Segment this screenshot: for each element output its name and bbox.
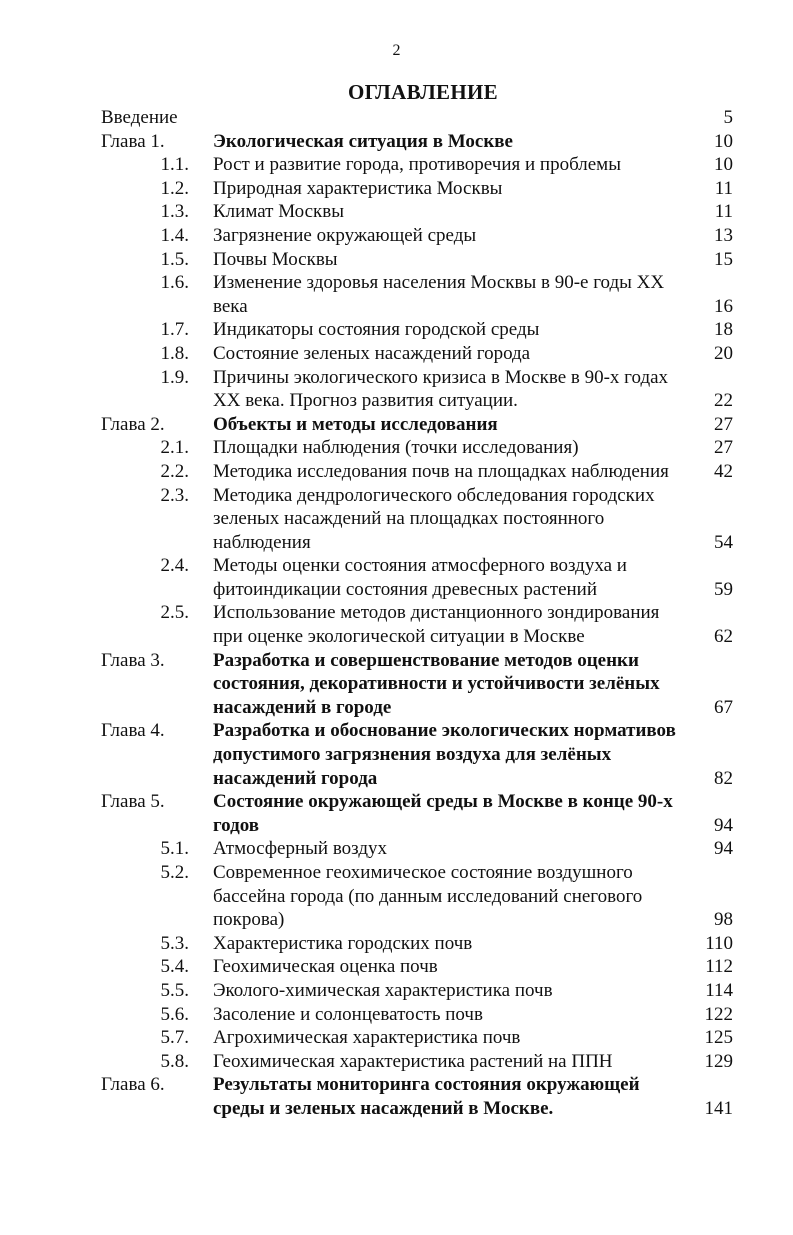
section-number: 5.4. [160,956,189,978]
entry-title: Рост и развитие города, противоречия и проблемы [213,154,621,176]
section-number: 1.8. [160,342,189,364]
entry-title: Климат Москвы [213,201,345,223]
chapter-number: Глава 3. [101,649,165,671]
toc-entry [0,554,793,601]
section-number: 1.1. [160,154,189,176]
toc-entry [0,1026,793,1050]
entry-title: Атмосферный воздух [213,838,388,860]
page-ref: 18 [714,319,733,341]
toc-entry [0,955,793,979]
section-number: 2.3. [160,484,189,506]
section-number: 5.3. [160,932,189,954]
toc-entry [0,979,793,1003]
section-number: 5.8. [160,1050,189,1072]
section-number: 5.6. [160,1003,189,1025]
section-number: 1.4. [160,224,189,246]
page-ref: 82 [714,767,733,789]
toc-entry [0,649,793,720]
chapter-number: Глава 1. [101,130,165,152]
toc-title: ОГЛАВЛЕНИЕ [348,80,498,104]
page-ref: 5 [723,107,733,128]
entry-title: Изменение здоровья населения Москвы в 90-е годы XX века [213,272,665,317]
chapter-number: Глава 2. [101,413,165,435]
toc-entry [0,106,793,130]
page-ref: 98 [714,909,733,931]
toc-entry [0,484,793,555]
page-ref: 125 [704,1027,733,1049]
chapter-title: Объекты и методы исследования [213,413,498,435]
chapter-title: Экологическая ситуация в Москве [213,130,513,152]
entry-title: Причины экологического кризиса в Москве в 90-х годах XX века. Прогноз развития ситуации. [213,366,669,412]
page-ref: 16 [714,295,733,317]
page-ref: 20 [714,342,733,364]
entry-title: Методы оценки состояния атмосферного воздуха и фитоиндикации состояния древесных растений [213,555,627,600]
page-ref: 10 [714,154,733,176]
toc-entry [0,153,793,177]
section-number: 1.3. [160,201,189,223]
section-number: 5.5. [160,979,189,1001]
page-ref: 141 [704,1097,733,1119]
toc-entry [0,837,793,861]
page-ref: 10 [714,130,733,152]
toc-entry [0,460,793,484]
page-ref: 42 [714,460,733,482]
page-ref: 15 [714,248,733,270]
page-ref: 114 [705,979,733,1001]
entry-title: Методика исследования почв на площадках наблюдения [213,460,669,482]
section-number: 5.1. [160,838,189,860]
page-ref: 110 [705,932,733,954]
entry-title: Природная характеристика Москвы [213,177,503,199]
toc-entry [0,248,793,272]
entry-title: Засоление и солонцеватость почв [213,1003,483,1025]
entry-title: Геохимическая характеристика растений на ППН [213,1050,613,1072]
chapter-title: Разработка и обоснование экологических нормативов допустимого загрязнения воздуха для зелёных насаждений города [213,720,676,789]
toc-entry [0,932,793,956]
section-number: 2.5. [160,602,189,624]
entry-title: Использование методов дистанционного зондирования при оценке экологической ситуации в Москве [213,602,660,648]
page-ref: 11 [714,177,733,199]
section-number: 1.7. [160,319,189,341]
chapter-number: Глава 4. [101,720,165,742]
toc-entry [0,1073,793,1120]
page-ref: 67 [714,696,733,718]
section-number: 2.1. [160,437,189,459]
entry-title: Современное геохимическое состояние воздушного бассейна города (по данным исследований снегового покрова) [213,862,643,931]
entry-title: Геохимическая оценка почв [213,956,438,978]
chapter-number: Глава 6. [101,1074,165,1096]
toc-entry [0,790,793,837]
section-number: 1.9. [160,366,189,388]
toc-entry [0,436,793,460]
entry-title: Методика дендрологического обследования городских зеленых насаждений на площадках постоянного наблюдения [213,484,655,553]
chapter-number: Глава 5. [101,791,165,813]
page-ref: 22 [714,390,733,412]
page-number: 2 [392,42,401,59]
entry-title: Площадки наблюдения (точки исследования) [213,437,579,459]
toc-entry [0,601,793,648]
toc-entry [0,318,793,342]
page-ref: 122 [704,1003,733,1025]
toc-entry [0,1003,793,1027]
toc-entry [0,861,793,932]
table-of-contents [0,106,793,1121]
toc-entry [0,224,793,248]
entry-title: Состояние зеленых насаждений города [213,342,531,364]
entry-title: Агрохимическая характеристика почв [213,1027,521,1049]
toc-entry [0,1050,793,1074]
entry-title: Почвы Москвы [213,248,338,270]
toc-entry [0,719,793,790]
page-ref: 94 [714,838,733,860]
toc-entry [0,177,793,201]
entry-title: Загрязнение окружающей среды [213,224,477,246]
section-number: 1.5. [160,248,189,270]
entry-title: Введение [101,107,178,128]
section-number: 2.4. [160,555,189,577]
toc-entry [0,271,793,318]
section-number: 1.2. [160,177,189,199]
toc-entry [0,342,793,366]
toc-entry [0,200,793,224]
chapter-title: Результаты мониторинга состояния окружающей среды и зеленых насаждений в Москве. [213,1074,640,1119]
entry-title: Индикаторы состояния городской среды [213,319,540,341]
chapter-title: Разработка и совершенствование методов оценки состояния, декоративности и устойчивости зелёных насаждений в городе [213,649,660,718]
page-ref: 94 [714,814,733,836]
page-ref: 129 [704,1050,733,1072]
page-ref: 27 [714,413,733,435]
entry-title: Эколого-химическая характеристика почв [213,979,553,1001]
toc-entry [0,130,793,154]
section-number: 5.7. [160,1027,189,1049]
page-ref: 112 [705,956,733,978]
page-ref: 27 [714,437,733,459]
section-number: 2.2. [160,460,189,482]
toc-entry [0,413,793,437]
page-ref: 11 [714,201,733,223]
section-number: 5.2. [160,862,189,883]
toc-entry [0,366,793,413]
page-ref: 13 [714,224,733,246]
page-ref: 54 [714,531,733,553]
page-ref: 62 [714,626,733,648]
page-ref: 59 [714,578,733,600]
chapter-title: Состояние окружающей среды в Москве в конце 90-х годов [213,791,673,836]
entry-title: Характеристика городских почв [213,932,473,954]
section-number: 1.6. [160,272,189,294]
